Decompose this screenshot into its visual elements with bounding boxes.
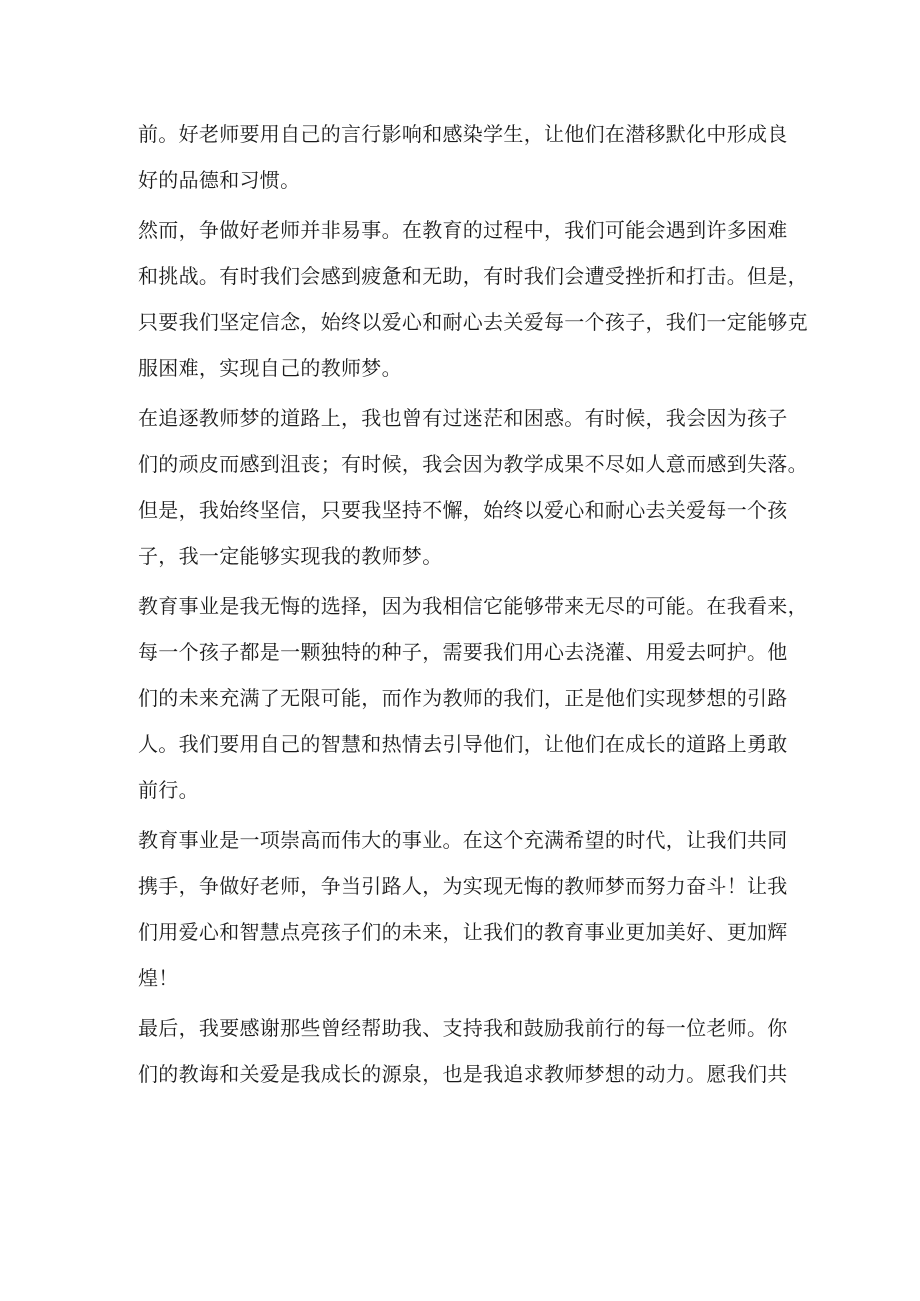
text-line: 教育事业是一项崇高而伟大的事业。在这个充满希望的时代，让我们共同 bbox=[138, 828, 788, 852]
text-line: 煌！ bbox=[138, 966, 179, 990]
text-line: 每一个孩子都是一颗独特的种子，需要我们用心去浇灌、用爱去呵护。他 bbox=[138, 640, 788, 664]
text-line: 们的教诲和关爱是我成长的源泉，也是我追求教师梦想的动力。愿我们共 bbox=[138, 1062, 788, 1086]
text-line: 但是，我始终坚信，只要我坚持不懈，始终以爱心和耐心去关爱每一个孩 bbox=[138, 498, 788, 522]
text-line: 们的未来充满了无限可能，而作为教师的我们，正是他们实现梦想的引路 bbox=[138, 686, 788, 710]
text-line: 服困难，实现自己的教师梦。 bbox=[138, 356, 402, 380]
text-line: 前。好老师要用自己的言行影响和感染学生，让他们在潜移默化中形成良 bbox=[138, 122, 788, 146]
text-line: 最后，我要感谢那些曾经帮助我、支持我和鼓励我前行的每一位老师。你 bbox=[138, 1016, 788, 1040]
paragraph bbox=[138, 111, 798, 203]
text-line: 人。我们要用自己的智慧和热情去引导他们，让他们在成长的道路上勇敢 bbox=[138, 732, 788, 756]
text-line: 教育事业是我无悔的选择，因为我相信它能够带来无尽的可能。在我看来， bbox=[138, 594, 808, 618]
paragraph bbox=[138, 817, 798, 1001]
paragraph bbox=[138, 1005, 798, 1097]
paragraph bbox=[138, 207, 808, 391]
text-line: 们用爱心和智慧点亮孩子们的未来，让我们的教育事业更加美好、更加辉 bbox=[138, 920, 788, 944]
text-line: 好的品德和习惯。 bbox=[138, 168, 301, 192]
text-line: 只要我们坚定信念，始终以爱心和耐心去关爱每一个孩子，我们一定能够克 bbox=[138, 310, 808, 334]
document-body bbox=[138, 111, 808, 1097]
paragraph bbox=[138, 583, 808, 813]
text-line: 携手，争做好老师，争当引路人，为实现无悔的教师梦而努力奋斗！让我 bbox=[138, 874, 788, 898]
text-line: 前行。 bbox=[138, 778, 199, 802]
text-line: 在追逐教师梦的道路上，我也曾有过迷茫和困惑。有时候，我会因为孩子 bbox=[138, 406, 788, 430]
paragraph bbox=[138, 395, 808, 579]
text-line: 们的顽皮而感到沮丧；有时候，我会因为教学成果不尽如人意而感到失落。 bbox=[138, 452, 808, 476]
text-line: 子，我一定能够实现我的教师梦。 bbox=[138, 544, 443, 568]
text-line: 和挑战。有时我们会感到疲惫和无助，有时我们会遭受挫折和打击。但是， bbox=[138, 264, 808, 288]
text-line: 然而，争做好老师并非易事。在教育的过程中，我们可能会遇到许多困难 bbox=[138, 218, 788, 242]
